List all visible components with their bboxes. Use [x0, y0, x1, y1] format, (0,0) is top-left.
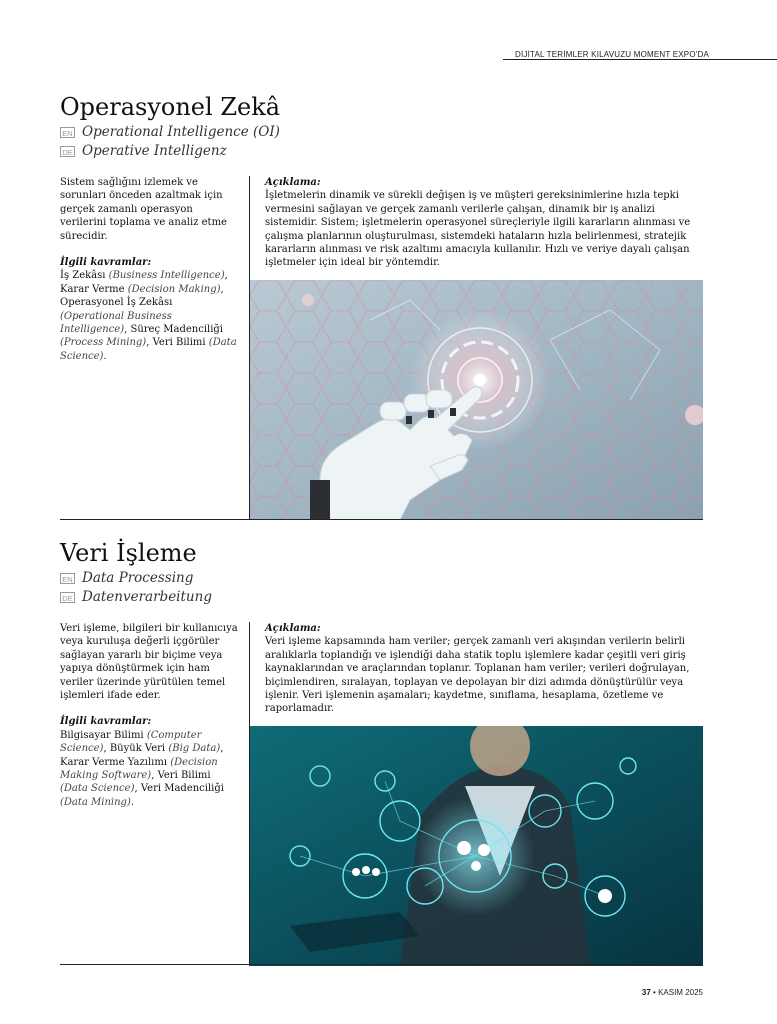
explanation-column — [265, 176, 703, 270]
related-term: Bilgisayar Bilimi — [60, 729, 144, 741]
related-term-en: (Big Data) — [168, 743, 221, 755]
definition-column — [60, 176, 238, 363]
businessman-network-illustration — [250, 726, 703, 966]
de-tag: DE — [60, 592, 75, 603]
related-term-en: (Data Science) — [60, 783, 135, 795]
entry-operational-intelligence — [60, 92, 703, 520]
entry-data-processing — [60, 538, 703, 966]
related-term-en: (Data Mining) — [60, 796, 131, 808]
en-term: Operational Intelligence (OI) — [82, 124, 280, 140]
explanation: Veri işleme kapsamında ham veriler; gerçek zamanlı veri akışından verilerin belirli aralıklarla toplandığı ve işlendiği daha statik toplu işlemlere kadar çeşitli veri giriş kaynaklarından ve araçlarından toplanır. Toplanan ham veriler; verileri doğrulayan, biçimlendiren, sıralayan, toplayan ve depolayan bir dizi adımda dönüştürülür veya işlenir. Veri işlemenin aşamaları; kaydetme, sınıflama, hesaplama, özetleme ve raporlamadır. — [265, 636, 690, 715]
page-number: 37 — [641, 988, 651, 997]
de-term: Datenverarbeitung — [82, 589, 212, 605]
related-term: Veri Bilimi — [157, 770, 211, 782]
related-term: Büyük Veri — [109, 743, 166, 755]
related-term-en: (Computer Science) — [60, 729, 202, 755]
en-tag: EN — [60, 127, 75, 138]
data-processing-photo — [250, 726, 703, 966]
related-term-en: (Data Science) — [60, 337, 237, 362]
de-term-row — [60, 588, 703, 606]
explanation-heading: Açıklama: — [265, 623, 321, 634]
header-rule — [503, 59, 777, 60]
related-term: Karar Verme — [60, 283, 125, 295]
definition: Sistem sağlığını izlemek ve sorunları önceden azaltmak için gerçek zamanlı operasyon verilerini toplama ve analiz etme sürecidir. — [60, 177, 227, 242]
related-term: Veri Bilimi — [152, 337, 206, 349]
related-term-en: (Business Intelligence) — [108, 270, 225, 282]
de-tag: DE — [60, 146, 75, 157]
running-header: DİJİTAL TERİMLER KILAVUZU MOMENT EXPO'DA — [515, 50, 710, 59]
explanation: İşletmelerin dinamik ve sürekli değişen iş ve müşteri gereksinimlerine hızla tepki vermesini sağlayan ve gerçek zamanlı verilerle çalışan, dinamik bir iş analizi sistemidir. Sistem; işletmelerin operasyonel süreçleriyle ilgili kararların alınması ve çalışma planlarının oluşturulması, sistemdeki hataların hızla belirlenmesi, stratejik kararların alınması ve risk azaltımı amacıyla kullanılır. Hızlı ve veriye dayalı çalışan işletmeler için ideal bir yöntemdir. — [265, 190, 691, 269]
en-term-row — [60, 569, 703, 587]
related-term-en: (Process Mining) — [60, 337, 147, 349]
related-heading: İlgili kavramlar: — [60, 716, 152, 728]
de-term-row — [60, 142, 703, 160]
related-term: Operasyonel İş Zekâsı — [60, 297, 173, 309]
footer-bullet: • — [653, 988, 656, 997]
explanation-heading: Açıklama: — [265, 177, 321, 188]
related-term: Süreç Madenciliği — [130, 324, 224, 336]
en-term: Data Processing — [82, 570, 194, 586]
entry-bottom-rule — [60, 519, 703, 520]
entry-title: Veri İşleme — [60, 539, 197, 567]
definition-column — [60, 622, 238, 809]
related-term-en: (Decision Making) — [127, 283, 221, 295]
en-term-row — [60, 123, 703, 141]
explanation-column — [265, 622, 703, 716]
entry-title: Operasyonel Zekâ — [60, 93, 281, 121]
en-tag: EN — [60, 573, 75, 584]
related-term-en: (Decision Making Software) — [60, 756, 218, 782]
de-term: Operative Intelligenz — [82, 143, 227, 159]
related-list: Bilgisayar Bilimi (Computer Science), Büyük Veri (Big Data), Karar Verme Yazılımı (Decision Making Software), Veri Bilimi (Data Science), Veri Madenciliği (Data Mining). — [60, 729, 224, 808]
related-term: Karar Verme Yazılımı — [60, 756, 168, 768]
robot-hand-photo — [250, 280, 703, 520]
definition: Veri işleme, bilgileri bir kullanıcıya veya kuruluşa değerli içgörüler sağlayan yararlı bir biçime veya yapıya dönüştürmek için ham veriler üzerinde yürütülen temel işlemleri ifade eder. — [60, 623, 238, 702]
robot-hand-illustration — [250, 280, 703, 520]
related-term-en: (Operational Business Intelligence) — [60, 310, 172, 336]
issue-date: KASIM 2025 — [658, 988, 703, 997]
related-term: Veri Madenciliği — [140, 783, 224, 795]
entry-bottom-rule — [60, 964, 703, 965]
page-footer — [642, 988, 703, 997]
related-term: İş Zekâsı — [60, 270, 106, 282]
related-heading: İlgili kavramlar: — [60, 257, 152, 269]
related-list: İş Zekâsı (Business Intelligence), Karar Verme (Decision Making), Operasyonel İş Zekâsı (Operational Business Intelligence), Süreç Madenciliği (Process Mining), Veri Bilimi (Data Science). — [60, 270, 237, 362]
